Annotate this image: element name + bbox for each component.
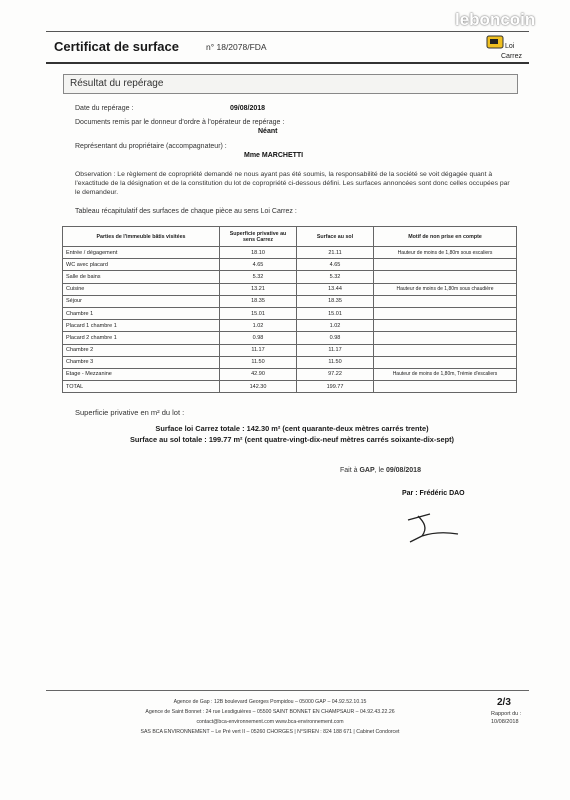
table-row bbox=[63, 271, 517, 283]
table-header-row bbox=[63, 227, 517, 247]
report-date-block bbox=[491, 710, 521, 726]
document-title: Certificat de surface bbox=[54, 39, 179, 54]
footer-line-1: Agence de Gap : 12B boulevard Georges Pompidou – 05000 GAP – 04.92.52.10.15 bbox=[173, 699, 367, 705]
cell-room: Chambre 3 bbox=[63, 356, 220, 368]
cell-motif: Hauteur de moins de 1,80m, Trémie d'escaliers bbox=[374, 368, 517, 380]
table-row bbox=[63, 320, 517, 332]
cell-sol: 15.01 bbox=[297, 307, 374, 319]
cell-sol: 5.32 bbox=[297, 271, 374, 283]
documents-value: Néant bbox=[258, 128, 278, 135]
cell-sol: 21.11 bbox=[297, 247, 374, 259]
footer-divider bbox=[46, 690, 529, 691]
cell-carrez: 1.02 bbox=[220, 320, 297, 332]
cell-motif: Hauteur de moins de 1,80m sous chaudière bbox=[374, 283, 517, 295]
cell-room: Salle de bains bbox=[63, 271, 220, 283]
cell-motif bbox=[374, 332, 517, 344]
cell-sol: 97.22 bbox=[297, 368, 374, 380]
signatory: Par : Frédéric DAO bbox=[402, 490, 465, 497]
cell-sol: 13.44 bbox=[297, 283, 374, 295]
cell-motif bbox=[374, 307, 517, 319]
fait-le: , le bbox=[374, 467, 384, 474]
cell-carrez: 0.98 bbox=[220, 332, 297, 344]
table-row bbox=[63, 332, 517, 344]
table-row bbox=[63, 247, 517, 259]
col-header-motif: Motif de non prise en compte bbox=[374, 227, 517, 247]
cell-room: TOTAL bbox=[63, 381, 220, 393]
table-row bbox=[63, 283, 517, 295]
table-row bbox=[63, 259, 517, 271]
logo-label-carrez: Carrez bbox=[501, 53, 523, 60]
total-sol: Surface au sol totale : 199.77 m² (cent quatre-vingt-dix-neuf mètres carrés soixante-dix-sept) bbox=[129, 435, 455, 444]
observation-text: Observation : Le règlement de copropriété demandé ne nous ayant pas été soumis, la responsabilité de la société se voit dégagée quant à l'exactitude de la désignation et de la constitution du lot de copropriété ci-dessous défini. Les surfaces annoncées sont donc celles occupées par le demandeur. bbox=[75, 171, 510, 196]
report-label: Rapport du : bbox=[491, 711, 522, 717]
footer-line-3: contact@bca-environnement.com www.bca-environnement.com bbox=[196, 719, 344, 725]
footer-line-4: SAS BCA ENVIRONNEMENT – Le Pré vert II – 05260 CHORGES | N°SIREN : 824 188 671 | Cabinet Condorcet bbox=[140, 729, 400, 735]
cell-motif bbox=[374, 295, 517, 307]
page-number: 2/3 bbox=[497, 697, 511, 708]
cell-sol: 11.17 bbox=[297, 344, 374, 356]
cell-carrez: 15.01 bbox=[220, 307, 297, 319]
col-header-rooms: Parties de l'immeuble bâtis visitées bbox=[63, 227, 220, 247]
fait-city: GAP bbox=[359, 467, 375, 474]
cell-room: Placard 2 chambre 1 bbox=[63, 332, 220, 344]
fait-date: 09/08/2018 bbox=[385, 467, 421, 474]
cell-room: Chambre 1 bbox=[63, 307, 220, 319]
superficie-label: Superficie privative en m² du lot : bbox=[75, 408, 185, 417]
fait-line bbox=[340, 467, 421, 474]
leboncoin-watermark: leboncoin bbox=[455, 10, 536, 29]
fait-prefix: Fait à bbox=[340, 467, 358, 474]
cell-motif bbox=[374, 381, 517, 393]
cell-carrez: 4.65 bbox=[220, 259, 297, 271]
table-row bbox=[63, 344, 517, 356]
cell-sol: 199.77 bbox=[297, 381, 374, 393]
cell-carrez: 142.30 bbox=[220, 381, 297, 393]
cell-sol: 4.65 bbox=[297, 259, 374, 271]
report-date: 10/08/2018 bbox=[491, 719, 519, 725]
logo-label-loi: Loi bbox=[505, 43, 515, 50]
table-row bbox=[63, 368, 517, 380]
cell-room: Etage - Mezzanine bbox=[63, 368, 220, 380]
table-row bbox=[63, 381, 517, 393]
cell-room: Entrée / dégagement bbox=[63, 247, 220, 259]
footer-address bbox=[90, 697, 450, 737]
cell-carrez: 42.90 bbox=[220, 368, 297, 380]
col-header-carrez: Superficie privative au sens Carrez bbox=[220, 227, 297, 247]
cell-room: Séjour bbox=[63, 295, 220, 307]
date-label: Date du repérage : bbox=[75, 105, 134, 112]
cell-motif bbox=[374, 344, 517, 356]
cell-carrez: 11.17 bbox=[220, 344, 297, 356]
cell-room: Cuisine bbox=[63, 283, 220, 295]
total-carrez: Surface loi Carrez totale : 142.30 m² (cent quarante-deux mètres carrés trente) bbox=[155, 424, 429, 433]
cell-motif bbox=[374, 320, 517, 332]
cell-sol: 1.02 bbox=[297, 320, 374, 332]
section-header bbox=[63, 74, 518, 94]
table-row bbox=[63, 295, 517, 307]
table-body bbox=[63, 247, 517, 393]
cell-room: WC avec placard bbox=[63, 259, 220, 271]
cell-motif bbox=[374, 271, 517, 283]
cell-sol: 0.98 bbox=[297, 332, 374, 344]
cell-motif bbox=[374, 259, 517, 271]
cell-motif bbox=[374, 356, 517, 368]
table-intro: Tableau récapitulatif des surfaces de chaque pièce au sens Loi Carrez : bbox=[75, 208, 297, 215]
surface-table bbox=[62, 226, 517, 393]
date-value: 09/08/2018 bbox=[230, 105, 266, 112]
cell-sol: 18.35 bbox=[297, 295, 374, 307]
cell-carrez: 18.10 bbox=[220, 247, 297, 259]
representative-value: Mme MARCHETTI bbox=[244, 152, 304, 159]
totals-block bbox=[62, 423, 522, 445]
cell-carrez: 11.50 bbox=[220, 356, 297, 368]
col-header-sol: Surface au sol bbox=[297, 227, 374, 247]
cell-carrez: 18.35 bbox=[220, 295, 297, 307]
documents-label: Documents remis par le donneur d'ordre à l'opérateur de repérage : bbox=[75, 119, 285, 126]
cell-sol: 11.50 bbox=[297, 356, 374, 368]
cell-carrez: 5.32 bbox=[220, 271, 297, 283]
representative-label: Représentant du propriétaire (accompagnateur) : bbox=[75, 143, 227, 150]
header-bar bbox=[46, 31, 529, 64]
section-title: Résultat du repérage bbox=[70, 78, 164, 89]
footer-line-2: Agence de Saint Bonnet : 24 rue Lesdiguières – 05500 SAINT BONNET EN CHAMPSAUR – 04.92.43.22.26 bbox=[145, 709, 395, 715]
cell-room: Placard 1 chambre 1 bbox=[63, 320, 220, 332]
table-row bbox=[63, 307, 517, 319]
cell-room: Chambre 2 bbox=[63, 344, 220, 356]
loi-carrez-logo-icon bbox=[485, 30, 523, 64]
certificate-number: n° 18/2078/FDA bbox=[206, 42, 267, 52]
cell-motif: Hauteur de moins de 1,80m sous escaliers bbox=[374, 247, 517, 259]
table-row bbox=[63, 356, 517, 368]
handwritten-signature-icon bbox=[400, 510, 464, 548]
cell-carrez: 13.21 bbox=[220, 283, 297, 295]
